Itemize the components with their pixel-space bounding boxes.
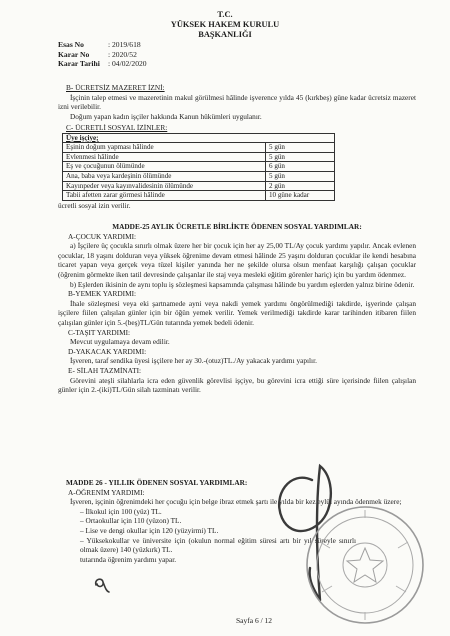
case-metadata <box>58 40 147 69</box>
leave-table <box>62 133 335 201</box>
child-aid-title: A-ÇOCUK YARDIMI: <box>68 231 137 241</box>
list-item: – İlkokul için 100 (yüz) TL. <box>80 506 162 516</box>
article-25-title: MADDE-25 AYLIK ÜCRETLE BİRLİKTE ÖDENEN SOSYAL YARDIMLAR: <box>112 222 362 231</box>
leave-table-header: Üye işçiye; <box>63 133 335 143</box>
leave-days: 5 gün <box>266 152 335 162</box>
table-row <box>63 181 335 191</box>
education-aid-paragraph: İşveren, işçinin öğrenimdeki her çocuğu için belge ibraz etmek şartı ile yılda bir kez eylül ayında ödenmek üzere; <box>70 497 402 507</box>
table-row <box>63 162 335 172</box>
meta-key: Karar Tarihi <box>58 59 100 69</box>
meta-value: : 2020/52 <box>108 49 137 59</box>
meta-row-karar <box>58 50 147 60</box>
list-item-text: Lise ve dengi okullar için 120 (yüzyirmi) TL. <box>85 525 219 535</box>
official-seal-stamp <box>300 500 430 630</box>
weapon-allowance-title: E- SİLAH TAZMİNATI: <box>68 365 142 375</box>
header-presidency: BAŞKANLIĞI <box>198 30 252 39</box>
leave-event: Evlenmesi hâlinde <box>63 152 266 162</box>
leave-days: 5 gün <box>266 143 335 153</box>
child-aid-paragraph-b: b) Eşlerden ikisinin de aynı toplu iş sözleşmesi kapsamında çalışması hâlinde bu yardım eşlerden yalnız birine ödenir. <box>70 279 415 289</box>
leave-event: Kayınpeder veya kayınvalidesinin ölümünde <box>63 181 266 191</box>
section-b <box>58 83 416 121</box>
article-26-title: MADDE 26 - YILLIK ÖDENEN SOSYAL YARDIMLAR: <box>66 478 248 487</box>
section-b-paragraph-2: Doğum yapan kadın işçiler hakkında Kanun hükümleri uygulanır. <box>70 111 262 121</box>
table-row <box>63 191 335 201</box>
section-b-paragraph: İşçinin talep etmesi ve mazeretinin makul görülmesi hâlinde işverence yılda 45 (kırkbeş) güne kadar ücretsiz mazeret izni verilebilir. <box>58 92 416 112</box>
leave-event: Eşinin doğum yapması hâlinde <box>63 143 266 153</box>
leave-days: 5 gün <box>266 171 335 181</box>
transport-aid-paragraph: Mevcut uygulamaya devam edilir. <box>70 337 170 347</box>
leave-days: 6 gün <box>266 162 335 172</box>
meta-row-esas <box>58 40 147 50</box>
list-item: – Ortaokullar için 110 (yüzon) TL. <box>80 516 182 526</box>
list-item: – Lise ve dengi okullar için 120 (yüzyirmi) TL. <box>80 525 219 535</box>
table-row <box>63 171 335 181</box>
table-row <box>63 152 335 162</box>
leave-event: Ana, baba veya kardeşinin ölümünde <box>63 171 266 181</box>
transport-aid-title: C-TAŞIT YARDIMI: <box>68 327 131 337</box>
handwritten-initial <box>92 575 114 595</box>
fuel-aid-title: D-YAKACAK YARDIMI: <box>68 346 147 356</box>
child-aid-paragraph-a: a) İşçilere üç çocukla sınırlı olmak üzere her bir çocuk için her ay 25,00 TL/Ay çocuk yardımı yapılır. Ancak evlenen çocuklar, 18 yaşını dolduran veya yüksek öğrenime devam etmesi hâlinde 25 yaşını dolduran çocuklar ile kendi hesabına ticaret yapan veya gerçek veya tüzel kişiler yanında her ne şekilde olursa olsun menfaat karşılığı çalışan çocuklar (öğrenim görmekte iken tatil devresinde çalışanlar ile staj veya mesleki eğitim görenler hariç) için bu yardım ödenmez. <box>58 241 416 279</box>
page-number: Sayfa 6 / 12 <box>236 616 273 625</box>
section-c-title: C- ÜCRETLİ SOSYAL İZİNLER: <box>66 123 168 132</box>
meta-value: : 2019/618 <box>108 40 141 49</box>
header-tc: T.C. <box>217 10 233 19</box>
weapon-allowance-paragraph: Görevini ateşli silahlarla icra eden güvenlik görevlisi işçiye, bu görevini icra ettiği süre içerisinde fiilen çalışılan günler için 2.-(iki)TL/Gün silah tazminatı verilir. <box>58 375 416 395</box>
list-item: – Yüksekokullar ve üniversite için (okulun normal eğitim süresi artı bir yıl süreyle sınırlı olmak üzere) 140 (yüzkırk) TL. <box>80 535 356 555</box>
meta-key: Esas No <box>58 40 84 49</box>
education-aid-title: A-ÖĞRENİM YARDIMI: <box>68 487 145 497</box>
meta-key: Karar No <box>58 49 90 59</box>
meta-value: : 04/02/2020 <box>108 59 147 69</box>
section-b-title: B- ÜCRETSİZ MAZERET İZNİ: <box>66 83 165 92</box>
leave-event: Tabii afetten zarar görmesi hâlinde <box>63 191 266 201</box>
leave-table-header-row <box>63 133 335 143</box>
section-c-after: ücretli sosyal izin verilir. <box>58 200 131 210</box>
meta-row-tarih <box>58 59 147 69</box>
fuel-aid-paragraph: İşveren, taraf sendika üyesi işçilere her ay 30.-(otuz)TL./Ay yakacak yardımı yapılır. <box>70 356 317 366</box>
meal-aid-paragraph: İhale sözleşmesi veya eki şartnamede ayni veya nakdi yemek yardımı öngörülmediği takdirde, işyerinde çalışan işçilere fiilen çalışılan günler için bir öğün yemek verilir. Yemek verilmediği takdirde karar tarihinden itibaren fiilen çalışılan günler için 5.-(beş)TL/Gün tutarında yemek bedeli ödenir. <box>58 298 416 327</box>
education-aid-end: tutarında öğrenim yardımı yapar. <box>80 554 177 564</box>
article-25 <box>58 222 416 395</box>
leave-days: 2 gün <box>266 181 335 191</box>
list-item-text: Yüksekokullar ve üniversite için (okulun normal eğitim süresi artı bir yıl süreyle sınırlı olmak üzere) 140 (yüzkırk) TL. <box>80 535 356 555</box>
leave-days: 10 güne kadar <box>266 191 335 201</box>
meal-aid-title: B-YEMEK YARDIMI: <box>68 289 137 299</box>
list-item-text: Ortaokullar için 110 (yüzon) TL. <box>85 516 182 526</box>
header-institution: YÜKSEK HAKEM KURULU <box>170 20 280 29</box>
leave-event: Eş ve çocuğunun ölümünde <box>63 162 266 172</box>
list-item-text: İlkokul için 100 (yüz) TL. <box>85 506 162 516</box>
table-row <box>63 143 335 153</box>
section-c <box>58 123 416 210</box>
